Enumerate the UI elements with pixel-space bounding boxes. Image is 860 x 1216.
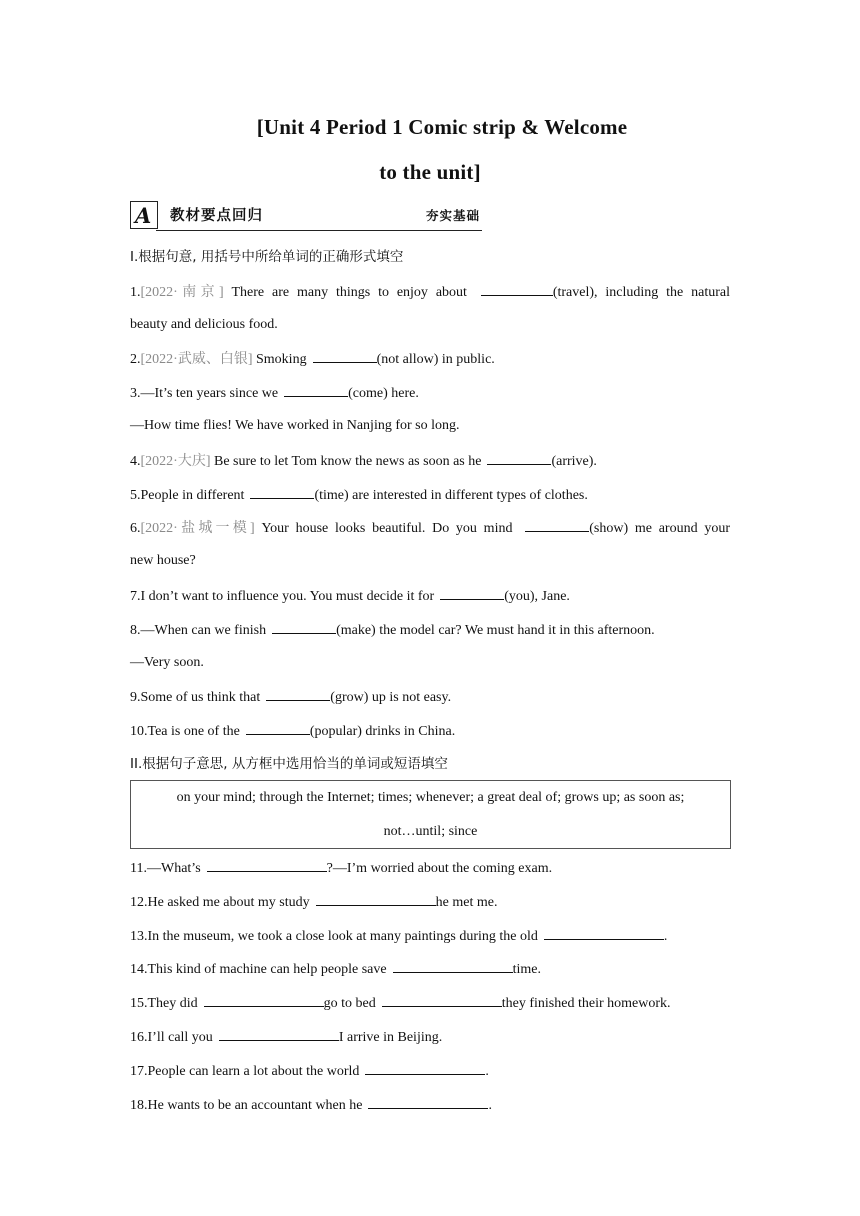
answer-blank[interactable] — [382, 993, 502, 1007]
question-10: 10.Tea is one of the (popular) drinks in China. — [130, 721, 730, 741]
question-18: 18.He wants to be an accountant when he . — [130, 1095, 730, 1115]
word-box — [130, 780, 731, 849]
banner-label: 教材要点回归 — [170, 208, 263, 224]
answer-blank[interactable] — [250, 485, 314, 499]
question-source: [2022·大庆] — [140, 454, 211, 469]
section-2-heading: II.根据句子意思, 从方框中选用恰当的单词或短语填空 — [130, 756, 448, 772]
answer-blank[interactable] — [368, 1095, 488, 1109]
question-3-reply: —How time flies! We have worked in Nanjing for so long. — [130, 418, 460, 433]
section-banner — [130, 200, 482, 231]
page-title-line-1: [Unit 4 Period 1 Comic strip & Welcome — [256, 115, 628, 139]
question-5: 5.People in different (time) are interested in different types of clothes. — [130, 485, 730, 505]
banner-rule — [156, 230, 482, 231]
answer-blank[interactable] — [525, 518, 589, 532]
question-source: [2022·盐城一模] — [140, 521, 255, 536]
question-source: [2022·南京] — [140, 285, 224, 300]
section-1-heading: I.根据句意, 用括号中所给单词的正确形式填空 — [130, 249, 404, 265]
word-box-line-1: on your mind; through the Internet; times; whenever; a great deal of; grows up; as soon as; — [176, 790, 685, 805]
svg-text:A: A — [135, 203, 152, 228]
question-1-cont: beauty and delicious food. — [130, 317, 278, 332]
question-16: 16.I’ll call you I arrive in Beijing. — [130, 1027, 730, 1047]
answer-blank[interactable] — [246, 721, 310, 735]
question-3: 3.—It’s ten years since we (come) here. — [130, 383, 730, 403]
question-6-cont: new house? — [130, 553, 196, 568]
answer-blank[interactable] — [544, 926, 664, 940]
answer-blank[interactable] — [440, 586, 504, 600]
question-8-reply: —Very soon. — [130, 655, 204, 670]
question-15: 15.They did go to bed they finished their homework. — [130, 993, 730, 1013]
answer-blank[interactable] — [284, 383, 348, 397]
question-2: 2.[2022·武威、白银] Smoking (not allow) in public. — [130, 349, 730, 369]
answer-blank[interactable] — [204, 993, 324, 1007]
page-title-line-2: to the unit] — [379, 160, 481, 184]
answer-blank[interactable] — [393, 959, 513, 973]
banner-tag: 夯实基础 — [425, 208, 480, 223]
answer-blank[interactable] — [272, 620, 336, 634]
question-17: 17.People can learn a lot about the world . — [130, 1061, 730, 1081]
section-a-logo-icon — [130, 201, 158, 229]
question-1: 1.[2022·南京] There are many things to enjoy about (travel), including the natural — [130, 282, 730, 302]
question-4: 4.[2022·大庆] Be sure to let Tom know the news as soon as he (arrive). — [130, 451, 730, 471]
question-9: 9.Some of us think that (grow) up is not easy. — [130, 687, 730, 707]
question-12: 12.He asked me about my study he met me. — [130, 892, 730, 912]
answer-blank[interactable] — [219, 1027, 339, 1041]
question-source: [2022·武威、白银] — [140, 352, 253, 367]
answer-blank[interactable] — [266, 687, 330, 701]
answer-blank[interactable] — [313, 349, 377, 363]
answer-blank[interactable] — [481, 282, 553, 296]
question-7: 7.I don’t want to influence you. You must decide it for (you), Jane. — [130, 586, 730, 606]
question-13: 13.In the museum, we took a close look at many paintings during the old . — [130, 926, 730, 946]
answer-blank[interactable] — [207, 858, 327, 872]
question-8: 8.—When can we finish (make) the model car? We must hand it in this afternoon. — [130, 620, 730, 640]
question-6: 6.[2022·盐城一模] Your house looks beautiful. Do you mind (show) me around your — [130, 518, 730, 538]
answer-blank[interactable] — [365, 1061, 485, 1075]
question-14: 14.This kind of machine can help people save time. — [130, 959, 730, 979]
word-box-line-2: not…until; since — [383, 824, 478, 839]
answer-blank[interactable] — [487, 451, 551, 465]
question-11: 11.—What’s ?—I’m worried about the coming exam. — [130, 858, 730, 878]
answer-blank[interactable] — [316, 892, 436, 906]
